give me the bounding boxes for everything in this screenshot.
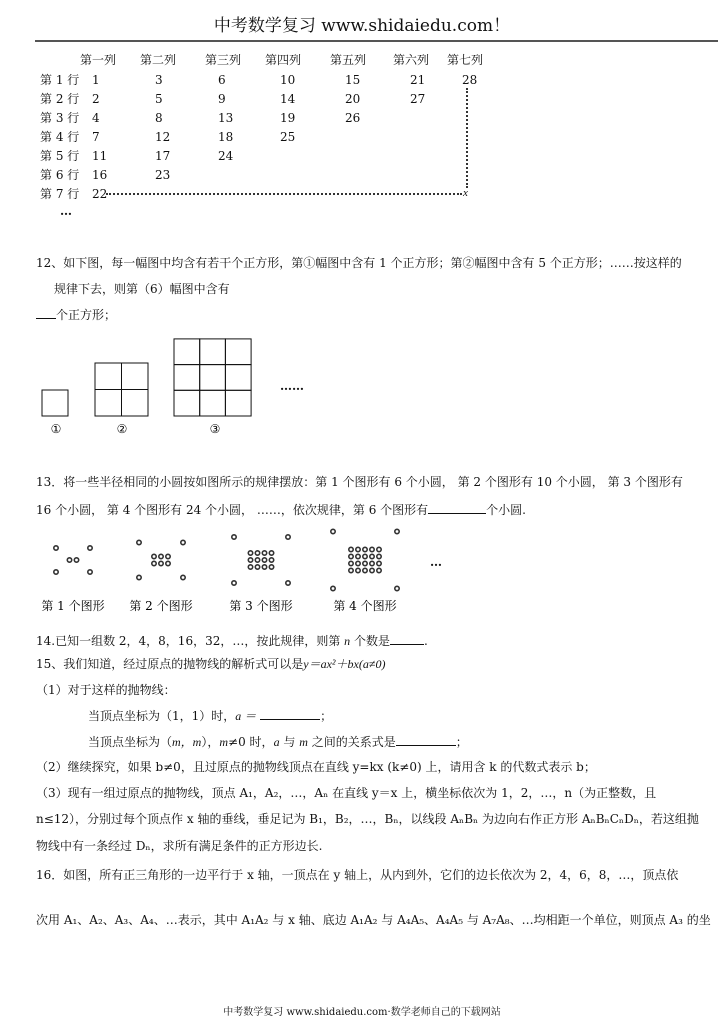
table-cell: 6 — [218, 73, 226, 87]
q16-line2: 次用 A₁、A₂、A₃、A₄、…表示，其中 A₁A₂ 与 x 轴、底边 A₁A₂ 与 A₄A₅、A₄A₅ 与 A₇A₈、…均相距一个单位，则顶点 A₃ 的坐 — [36, 913, 711, 927]
figure-label: 第 2 个图形 — [129, 599, 193, 613]
small-circle — [54, 570, 58, 574]
small-circle — [349, 547, 353, 551]
circles-figure — [30, 525, 450, 620]
q13-line2-text: 16 个小圆， 第 4 个图形有 24 个小圆， ……，依次规律，第 6 个图形有 — [36, 503, 429, 517]
small-circle — [159, 554, 163, 558]
small-circle — [232, 535, 236, 539]
grid-square — [122, 390, 149, 417]
grid-square — [174, 339, 200, 365]
dotted-vertical-line — [466, 88, 468, 188]
small-circle — [395, 529, 399, 533]
t: 当顶点坐标为（ — [88, 735, 173, 749]
q13-line1: 13．将一些半径相同的小圆按如图所示的规律摆放：第 1 个图形有 6 个小圆， 第 2 个图形有 10 个小圆， 第 3 个图形有 — [36, 475, 683, 489]
small-circle — [356, 561, 360, 565]
q15-p1a-text: 当顶点坐标为（1，1）时， — [88, 709, 236, 723]
t: ）， — [201, 735, 220, 749]
small-circle — [349, 568, 353, 572]
small-circle — [356, 568, 360, 572]
small-circle — [377, 561, 381, 565]
q15-p1: （1）对于这样的抛物线： — [36, 683, 176, 697]
t: 与 — [279, 735, 300, 749]
x-label: x — [463, 187, 468, 199]
row-label: 第 6 行 — [40, 168, 80, 182]
table-cell: 21 — [410, 73, 426, 87]
table-cell: 18 — [218, 130, 234, 144]
answer-blank[interactable] — [390, 634, 424, 645]
grid-square — [174, 365, 200, 391]
small-circle — [248, 565, 252, 569]
small-circle — [377, 568, 381, 572]
small-circle — [331, 586, 335, 590]
table-cell: 23 — [155, 168, 171, 182]
table-cell: 10 — [280, 73, 296, 87]
q14-end: . — [424, 634, 428, 648]
squares-ellipsis: …… — [280, 379, 304, 393]
small-circle — [88, 570, 92, 574]
small-circle — [286, 535, 290, 539]
q15-p2: （2）继续探究，如果 b≠0，且过原点的抛物线顶点在直线 y=kx (k≠0) 上，请用含 k 的代数式表示 b； — [36, 760, 596, 774]
small-circle — [248, 558, 252, 562]
small-circle — [248, 551, 252, 555]
t: 之间的关系式是 — [307, 735, 396, 749]
q14-text2: 个数是 — [354, 634, 391, 648]
table-more: … — [60, 204, 72, 218]
header-rule — [35, 40, 718, 42]
small-circle — [363, 554, 367, 558]
q15-p1a-end: ； — [320, 709, 333, 723]
small-circle — [269, 551, 273, 555]
q15-p1a — [88, 709, 332, 722]
t: m — [219, 735, 229, 749]
q13-line2-end: 个小圆. — [486, 503, 526, 517]
table-cell: 8 — [155, 111, 163, 125]
t: m，m — [172, 735, 202, 749]
figure-label: ② — [116, 422, 128, 436]
table-cell: 19 — [280, 111, 296, 125]
table-cell: 15 — [345, 73, 361, 87]
table-cell: 28 — [462, 73, 478, 87]
figure-label: 第 1 个图形 — [41, 599, 105, 613]
table-cell: 2 — [92, 92, 100, 106]
small-circle — [269, 565, 273, 569]
table-cell: 13 — [218, 111, 234, 125]
small-circle — [363, 561, 367, 565]
q12-line1: 12、如下图，每一幅图中均含有若干个正方形，第①幅图中含有 1 个正方形；第②幅图中含有 5 个正方形；……按这样的 — [36, 256, 682, 270]
small-circle — [181, 540, 185, 544]
table-cell: 9 — [218, 92, 226, 106]
grid-square — [95, 363, 122, 390]
grid-square — [225, 390, 251, 416]
small-circle — [255, 558, 259, 562]
row-label: 第 5 行 — [40, 149, 80, 163]
row-label: 第 7 行 — [40, 187, 80, 201]
small-circle — [255, 551, 259, 555]
column-header: 第三列 — [205, 53, 242, 67]
q15-intro — [36, 658, 385, 670]
row-label: 第 3 行 — [40, 111, 80, 125]
column-header: 第七列 — [447, 53, 484, 67]
answer-blank[interactable] — [428, 503, 486, 514]
small-circle — [262, 565, 266, 569]
small-circle — [137, 575, 141, 579]
small-circle — [166, 561, 170, 565]
table-cell: 12 — [155, 130, 171, 144]
grid-square — [225, 365, 251, 391]
table-cell: 25 — [280, 130, 296, 144]
figure-label: 第 3 个图形 — [229, 599, 293, 613]
small-circle — [262, 558, 266, 562]
q14-n: n — [344, 634, 351, 648]
q14 — [36, 634, 428, 647]
table-cell: 4 — [92, 111, 100, 125]
table-cell: 16 — [92, 168, 108, 182]
q15-p1b — [88, 735, 468, 748]
column-header: 第二列 — [140, 53, 177, 67]
q15-formula: y＝ax²＋bx(a≠0) — [303, 657, 386, 671]
small-circle — [67, 558, 71, 562]
small-circle — [395, 586, 399, 590]
grid-square — [42, 390, 68, 416]
small-circle — [159, 561, 163, 565]
q15-p3c: 物线中有一条经过 Dₙ，求所有满足条件的正方形边长. — [36, 839, 323, 853]
small-circle — [286, 581, 290, 585]
small-circle — [331, 529, 335, 533]
page-header-title: 中考数学复习 www.shidaiedu.com！ — [213, 16, 511, 36]
figure-label: 第 4 个图形 — [333, 599, 397, 613]
grid-square — [200, 339, 226, 365]
q15-p3b: n≤12），分别过每个顶点作 x 轴的垂线，垂足记为 B₁，B₂，…，Bₙ，以线段 AₙBₙ 为边向右作正方形 AₙBₙCₙDₙ，若这组抛 — [36, 812, 699, 826]
q12-line3 — [36, 308, 116, 321]
grid-square — [95, 390, 122, 417]
answer-blank[interactable] — [396, 735, 456, 746]
row-label: 第 2 行 — [40, 92, 80, 106]
column-header: 第一列 — [80, 53, 117, 67]
table-cell: 5 — [155, 92, 163, 106]
q12-line3-text: 个正方形； — [56, 308, 117, 322]
small-circle — [349, 561, 353, 565]
small-circle — [363, 547, 367, 551]
small-circle — [166, 554, 170, 558]
q14-text: 14.已知一组数 2，4，8，16，32，…，按此规律，则第 — [36, 634, 341, 648]
square-grid — [174, 339, 251, 416]
small-circle — [370, 547, 374, 551]
square-grid — [95, 363, 148, 416]
column-header: 第六列 — [393, 53, 430, 67]
grid-square — [122, 363, 149, 390]
q15-p3a: （3）现有一组过原点的抛物线，顶点 A₁，A₂，…，Aₙ 在直线 y＝x 上，横坐标依次为 1，2，…，n（为正整数，且 — [36, 786, 657, 800]
answer-blank[interactable] — [36, 308, 56, 319]
small-circle — [370, 554, 374, 558]
table-cell: 27 — [410, 92, 426, 106]
t: a — [273, 735, 280, 749]
small-circle — [377, 554, 381, 558]
table-cell: 1 — [92, 73, 100, 87]
t: ； — [455, 735, 468, 749]
table-cell: 14 — [280, 92, 296, 106]
small-circle — [370, 568, 374, 572]
small-circle — [152, 554, 156, 558]
small-circle — [370, 561, 374, 565]
dotted-horizontal-line — [106, 193, 462, 195]
small-circle — [88, 546, 92, 550]
small-circle — [255, 565, 259, 569]
column-header: 第五列 — [330, 53, 367, 67]
table-cell: 20 — [345, 92, 361, 106]
grid-square — [225, 339, 251, 365]
small-circle — [181, 575, 185, 579]
small-circle — [349, 554, 353, 558]
small-circle — [269, 558, 273, 562]
row-label: 第 4 行 — [40, 130, 80, 144]
answer-blank[interactable] — [260, 709, 320, 720]
figure-label: ③ — [209, 422, 221, 436]
small-circle — [54, 546, 58, 550]
table-cell: 22 — [92, 187, 108, 201]
table-cell: 11 — [92, 149, 108, 163]
grid-square — [200, 365, 226, 391]
figure-label: ① — [50, 422, 62, 436]
small-circle — [262, 551, 266, 555]
small-circle — [356, 554, 360, 558]
column-header: 第四列 — [265, 53, 302, 67]
t: ≠0 时， — [228, 735, 274, 749]
small-circle — [356, 547, 360, 551]
grid-square — [200, 390, 226, 416]
q12-line2: 规律下去，则第（6）幅图中含有 — [54, 282, 230, 296]
q16-line1: 16．如图，所有正三角形的一边平行于 x 轴，一顶点在 y 轴上，从内到外，它们的边长依次为 2，4，6，8，…，顶点依 — [36, 868, 679, 882]
table-cell: 26 — [345, 111, 361, 125]
table-cell: 3 — [155, 73, 163, 87]
q15-p1a-var: a ＝ — [235, 709, 257, 723]
circles-ellipsis: … — [430, 555, 442, 569]
small-circle — [232, 581, 236, 585]
grid-square — [174, 390, 200, 416]
row-label: 第 1 行 — [40, 73, 80, 87]
square-grid — [42, 390, 68, 416]
small-circle — [74, 558, 78, 562]
q15-intro-text: 15、我们知道，经过原点的抛物线的解析式可以是 — [36, 657, 304, 671]
q13-line2 — [36, 503, 526, 516]
small-circle — [377, 547, 381, 551]
t: m — [299, 735, 308, 749]
small-circle — [363, 568, 367, 572]
small-circle — [152, 561, 156, 565]
table-cell: 7 — [92, 130, 100, 144]
table-cell: 17 — [155, 149, 171, 163]
page-footer: 中考数学复习 www.shidaiedu.com·数学老师自己的下载网站 — [223, 1007, 501, 1018]
table-cell: 24 — [218, 149, 234, 163]
small-circle — [137, 540, 141, 544]
